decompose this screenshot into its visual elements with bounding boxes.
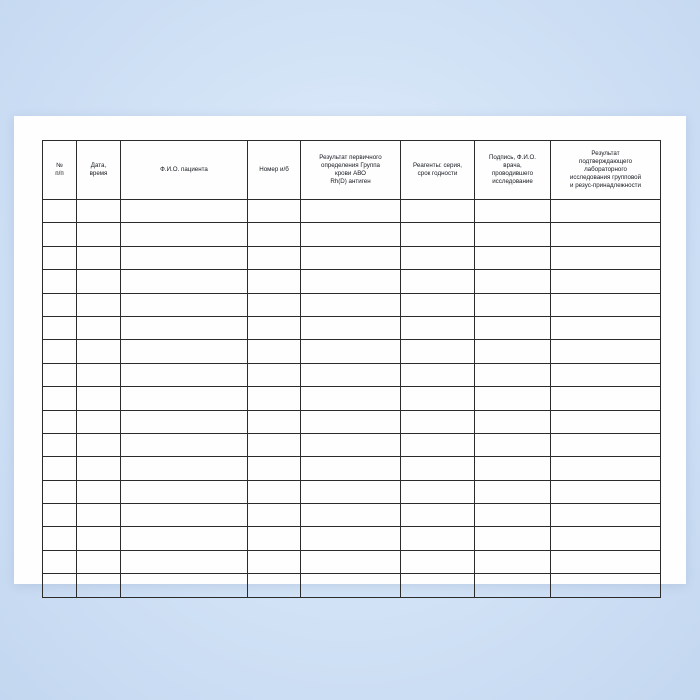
table-cell-case_no[interactable] bbox=[248, 480, 301, 503]
table-cell-patient[interactable] bbox=[121, 293, 248, 316]
table-cell-case_no[interactable] bbox=[248, 457, 301, 480]
table-cell-signature[interactable] bbox=[475, 340, 551, 363]
table-cell-num[interactable] bbox=[43, 457, 77, 480]
table-header-row bbox=[43, 141, 661, 200]
table-cell-patient[interactable] bbox=[121, 504, 248, 527]
table-row bbox=[43, 550, 661, 573]
table-cell-reagents[interactable] bbox=[401, 410, 475, 433]
table-cell-case_no[interactable] bbox=[248, 200, 301, 223]
table-cell-confirm[interactable] bbox=[551, 223, 661, 246]
table-row bbox=[43, 316, 661, 339]
table-cell-reagents[interactable] bbox=[401, 504, 475, 527]
header-line: Результат первичного bbox=[319, 153, 382, 161]
column-header-case-number bbox=[248, 141, 301, 200]
table-cell-case_no[interactable] bbox=[248, 527, 301, 550]
table-cell-case_no[interactable] bbox=[248, 387, 301, 410]
table-cell-datetime[interactable] bbox=[77, 293, 121, 316]
column-header-confirmation bbox=[551, 141, 661, 200]
table-cell-num[interactable] bbox=[43, 340, 77, 363]
header-line: срок годности bbox=[417, 170, 458, 177]
table-cell-num[interactable] bbox=[43, 550, 77, 573]
table-cell-datetime[interactable] bbox=[77, 246, 121, 269]
table-cell-case_no[interactable] bbox=[248, 550, 301, 573]
table-cell-num[interactable] bbox=[43, 410, 77, 433]
table-cell-num[interactable] bbox=[43, 363, 77, 386]
table-cell-signature[interactable] bbox=[475, 410, 551, 433]
header-line: Номер и/б bbox=[259, 165, 289, 173]
table-cell-signature[interactable] bbox=[475, 504, 551, 527]
table-cell-confirm[interactable] bbox=[551, 387, 661, 410]
table-row bbox=[43, 340, 661, 363]
header-line: Rh(D) антиген bbox=[330, 178, 371, 186]
table-cell-patient[interactable] bbox=[121, 387, 248, 410]
table-cell-signature[interactable] bbox=[475, 527, 551, 550]
table-cell-reagents[interactable] bbox=[401, 433, 475, 456]
table-row bbox=[43, 223, 661, 246]
table-cell-confirm[interactable] bbox=[551, 574, 661, 597]
table-cell-reagents[interactable] bbox=[401, 550, 475, 573]
table-cell-confirm[interactable] bbox=[551, 293, 661, 316]
table-cell-confirm[interactable] bbox=[551, 504, 661, 527]
table-cell-reagents[interactable] bbox=[401, 246, 475, 269]
table-row bbox=[43, 246, 661, 269]
table-cell-patient[interactable] bbox=[121, 200, 248, 223]
table-cell-patient[interactable] bbox=[121, 457, 248, 480]
table-cell-confirm[interactable] bbox=[551, 457, 661, 480]
table-row bbox=[43, 574, 661, 597]
table-cell-confirm[interactable] bbox=[551, 363, 661, 386]
table-cell-datetime[interactable] bbox=[77, 480, 121, 503]
table-cell-primary[interactable] bbox=[301, 223, 401, 246]
table-cell-primary[interactable] bbox=[301, 527, 401, 550]
column-header-patient bbox=[121, 141, 248, 200]
table-cell-reagents[interactable] bbox=[401, 270, 475, 293]
table-cell-signature[interactable] bbox=[475, 387, 551, 410]
header-line: исследование bbox=[492, 178, 533, 186]
column-header-primary-result bbox=[301, 141, 401, 200]
table-cell-case_no[interactable] bbox=[248, 316, 301, 339]
table-row bbox=[43, 527, 661, 550]
table-cell-signature[interactable] bbox=[475, 270, 551, 293]
table-cell-confirm[interactable] bbox=[551, 246, 661, 269]
table-cell-datetime[interactable] bbox=[77, 200, 121, 223]
table-row bbox=[43, 410, 661, 433]
table-cell-signature[interactable] bbox=[475, 316, 551, 339]
table-cell-case_no[interactable] bbox=[248, 293, 301, 316]
table-cell-primary[interactable] bbox=[301, 316, 401, 339]
table-cell-confirm[interactable] bbox=[551, 200, 661, 223]
table-cell-confirm[interactable] bbox=[551, 480, 661, 503]
table-cell-case_no[interactable] bbox=[248, 410, 301, 433]
table-cell-primary[interactable] bbox=[301, 270, 401, 293]
table-cell-reagents[interactable] bbox=[401, 363, 475, 386]
table-cell-primary[interactable] bbox=[301, 340, 401, 363]
table-cell-primary[interactable] bbox=[301, 246, 401, 269]
table-cell-primary[interactable] bbox=[301, 200, 401, 223]
table-cell-datetime[interactable] bbox=[77, 223, 121, 246]
table-cell-datetime[interactable] bbox=[77, 574, 121, 597]
table-cell-num[interactable] bbox=[43, 574, 77, 597]
table-cell-num[interactable] bbox=[43, 316, 77, 339]
table-cell-signature[interactable] bbox=[475, 293, 551, 316]
table-cell-case_no[interactable] bbox=[248, 433, 301, 456]
table-cell-case_no[interactable] bbox=[248, 340, 301, 363]
table-cell-datetime[interactable] bbox=[77, 550, 121, 573]
journal-table bbox=[42, 140, 661, 598]
header-line: Подпись, Ф.И.О. bbox=[488, 153, 537, 161]
table-cell-reagents[interactable] bbox=[401, 574, 475, 597]
table-cell-primary[interactable] bbox=[301, 293, 401, 316]
table-row bbox=[43, 270, 661, 293]
column-header-num bbox=[43, 141, 77, 200]
table-cell-signature[interactable] bbox=[475, 480, 551, 503]
table-cell-datetime[interactable] bbox=[77, 363, 121, 386]
table-cell-case_no[interactable] bbox=[248, 504, 301, 527]
header-line: № bbox=[56, 161, 63, 169]
table-cell-confirm[interactable] bbox=[551, 410, 661, 433]
table-cell-reagents[interactable] bbox=[401, 223, 475, 246]
table-header bbox=[43, 141, 661, 200]
table-cell-primary[interactable] bbox=[301, 433, 401, 456]
table-cell-signature[interactable] bbox=[475, 457, 551, 480]
header-line: и резус-принадлежности bbox=[570, 182, 641, 190]
table-cell-patient[interactable] bbox=[121, 550, 248, 573]
table-cell-primary[interactable] bbox=[301, 504, 401, 527]
table-cell-confirm[interactable] bbox=[551, 316, 661, 339]
table-cell-num[interactable] bbox=[43, 223, 77, 246]
table-cell-signature[interactable] bbox=[475, 200, 551, 223]
table-cell-case_no[interactable] bbox=[248, 363, 301, 386]
table-cell-patient[interactable] bbox=[121, 316, 248, 339]
table-cell-reagents[interactable] bbox=[401, 527, 475, 550]
column-header-datetime bbox=[77, 141, 121, 200]
table-cell-reagents[interactable] bbox=[401, 200, 475, 223]
table-cell-confirm[interactable] bbox=[551, 527, 661, 550]
table-row bbox=[43, 387, 661, 410]
table-cell-reagents[interactable] bbox=[401, 457, 475, 480]
table-row bbox=[43, 504, 661, 527]
table-cell-num[interactable] bbox=[43, 270, 77, 293]
table-cell-reagents[interactable] bbox=[401, 340, 475, 363]
table-cell-signature[interactable] bbox=[475, 223, 551, 246]
table-cell-primary[interactable] bbox=[301, 480, 401, 503]
table-cell-datetime[interactable] bbox=[77, 316, 121, 339]
table-cell-confirm[interactable] bbox=[551, 550, 661, 573]
column-header-signature bbox=[475, 141, 551, 200]
table-cell-patient[interactable] bbox=[121, 410, 248, 433]
table-cell-signature[interactable] bbox=[475, 246, 551, 269]
table-cell-reagents[interactable] bbox=[401, 316, 475, 339]
table-cell-primary[interactable] bbox=[301, 410, 401, 433]
table-cell-patient[interactable] bbox=[121, 246, 248, 269]
table-cell-primary[interactable] bbox=[301, 363, 401, 386]
table-cell-case_no[interactable] bbox=[248, 270, 301, 293]
table-cell-primary[interactable] bbox=[301, 550, 401, 573]
table-cell-datetime[interactable] bbox=[77, 387, 121, 410]
header-line: определения Группа bbox=[321, 161, 380, 169]
table-cell-num[interactable] bbox=[43, 527, 77, 550]
table-row bbox=[43, 363, 661, 386]
table-cell-reagents[interactable] bbox=[401, 387, 475, 410]
table-cell-num[interactable] bbox=[43, 246, 77, 269]
table-cell-reagents[interactable] bbox=[401, 480, 475, 503]
table-cell-confirm[interactable] bbox=[551, 340, 661, 363]
table-cell-datetime[interactable] bbox=[77, 527, 121, 550]
table-cell-confirm[interactable] bbox=[551, 270, 661, 293]
table-cell-case_no[interactable] bbox=[248, 574, 301, 597]
table-cell-primary[interactable] bbox=[301, 574, 401, 597]
table-cell-num[interactable] bbox=[43, 387, 77, 410]
table-cell-num[interactable] bbox=[43, 293, 77, 316]
table-cell-num[interactable] bbox=[43, 480, 77, 503]
table-cell-patient[interactable] bbox=[121, 480, 248, 503]
header-line: Ф.И.О. пациента bbox=[160, 165, 208, 173]
table-cell-num[interactable] bbox=[43, 433, 77, 456]
table-cell-primary[interactable] bbox=[301, 387, 401, 410]
table-cell-patient[interactable] bbox=[121, 574, 248, 597]
table-row bbox=[43, 480, 661, 503]
table-cell-patient[interactable] bbox=[121, 270, 248, 293]
table-cell-patient[interactable] bbox=[121, 363, 248, 386]
sheet-content-area bbox=[42, 140, 662, 560]
table-body bbox=[43, 200, 661, 598]
header-line: крови АВО bbox=[335, 170, 366, 177]
header-line: Дата, bbox=[90, 161, 107, 169]
table-row bbox=[43, 433, 661, 456]
header-line: врача, bbox=[503, 161, 522, 169]
table-cell-signature[interactable] bbox=[475, 363, 551, 386]
header-line: лабораторного bbox=[584, 165, 627, 173]
table-row bbox=[43, 200, 661, 223]
table-cell-num[interactable] bbox=[43, 504, 77, 527]
paper-sheet bbox=[14, 116, 686, 584]
table-cell-datetime[interactable] bbox=[77, 410, 121, 433]
header-line: подтверждающего bbox=[578, 157, 633, 165]
table-cell-datetime[interactable] bbox=[77, 270, 121, 293]
table-cell-datetime[interactable] bbox=[77, 340, 121, 363]
table-cell-reagents[interactable] bbox=[401, 293, 475, 316]
table-cell-primary[interactable] bbox=[301, 457, 401, 480]
table-cell-signature[interactable] bbox=[475, 550, 551, 573]
table-cell-datetime[interactable] bbox=[77, 504, 121, 527]
column-header-reagents bbox=[401, 141, 475, 200]
header-line: время bbox=[89, 170, 108, 177]
table-cell-patient[interactable] bbox=[121, 223, 248, 246]
header-line: п/п bbox=[55, 170, 64, 177]
table-cell-datetime[interactable] bbox=[77, 457, 121, 480]
header-line: исследования групповой bbox=[569, 174, 642, 182]
table-row bbox=[43, 457, 661, 480]
header-line: проводившего bbox=[491, 170, 534, 177]
table-row bbox=[43, 293, 661, 316]
table-cell-patient[interactable] bbox=[121, 340, 248, 363]
table-cell-case_no[interactable] bbox=[248, 223, 301, 246]
table-cell-datetime[interactable] bbox=[77, 433, 121, 456]
table-cell-patient[interactable] bbox=[121, 527, 248, 550]
table-cell-case_no[interactable] bbox=[248, 246, 301, 269]
table-cell-patient[interactable] bbox=[121, 433, 248, 456]
table-cell-confirm[interactable] bbox=[551, 433, 661, 456]
header-line: Результат bbox=[591, 149, 620, 157]
table-cell-signature[interactable] bbox=[475, 574, 551, 597]
header-line: Реагенты: серия, bbox=[413, 161, 462, 169]
table-cell-num[interactable] bbox=[43, 200, 77, 223]
table-cell-signature[interactable] bbox=[475, 433, 551, 456]
